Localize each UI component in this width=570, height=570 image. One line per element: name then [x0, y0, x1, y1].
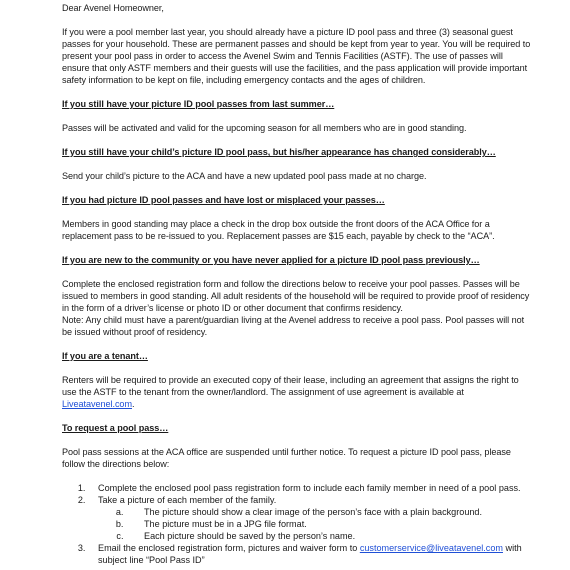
section-body: Complete the enclosed registration form and follow the directions below to receive your pool passes. Passes will be issued to members in good standing. All adult residents of the household will be required to provide proof of residency in the form of a driver’s license or photo ID or other document that confirms residency.: [62, 279, 530, 313]
section-body: Passes will be activated and valid for the upcoming season for all members who are in good standing.: [62, 123, 467, 133]
step-text-end: with subject line “Pool Pass ID”: [98, 543, 522, 565]
section-lost-passes: [62, 194, 532, 242]
liveatavenel-link[interactable]: Liveatavenel.com: [62, 399, 132, 409]
section-body: Members in good standing may place a check in the drop box outside the front doors of the ACA Office for a replacement pass to be re-issued to you. Replacement passes are $15 each, payable by check to the “ACA”.: [62, 219, 495, 241]
step-item: [88, 494, 532, 542]
step-text: Take a picture of each member of the family.: [98, 495, 277, 505]
section-body: Pool pass sessions at the ACA office are suspended until further notice. To request a picture ID pool pass, please follow the directions below:: [62, 447, 511, 469]
section-existing-passes: [62, 98, 532, 134]
sub-step-item: b. The picture must be in a JPG file format.: [126, 518, 532, 530]
step-item: [88, 482, 532, 494]
sub-step-item: a. The picture should show a clear image of the person’s face with a plain background.: [126, 506, 532, 518]
section-new-members: [62, 254, 532, 338]
step-item: [88, 542, 532, 566]
photo-requirements-list: [98, 506, 532, 542]
residency-note: Note: Any child must have a parent/guardian living at the Avenel address to receive a pool pass. Pool passes will not be issued without proof of residency.: [62, 315, 525, 337]
section-heading: If you still have your picture ID pool passes from last summer…: [62, 99, 335, 109]
section-body: [62, 374, 532, 410]
intro-paragraph: If you were a pool member last year, you should already have a picture ID pool pass and three (3) seasonal guest passes for your household. These are permanent passes and should be kept from year to year. You will be required to present your pool pass in order to access the Avenel Swim and Tennis Facilities (ASTF). The use of passes will ensure that only ASTF members and their guests will use the facilities, and the pass application will provide important safety information to be kept on file, including emergency contacts and the ages of children.: [62, 27, 531, 85]
customerservice-email-link[interactable]: customerservice@liveatavenel.com: [359, 543, 503, 553]
sub-step-item: c. Each picture should be saved by the person’s name.: [126, 530, 532, 542]
section-body: Send your child’s picture to the ACA and have a new updated pool pass made at no charge.: [62, 171, 427, 181]
greeting: Dear Avenel Homeowner,: [62, 3, 164, 13]
section-tenants: [62, 350, 532, 410]
section-heading: If you are new to the community or you have never applied for a picture ID pool pass previously…: [62, 255, 480, 265]
section-heading: If you had picture ID pool passes and have lost or misplaced your passes…: [62, 195, 385, 205]
step-text: Email the enclosed registration form, pictures and waiver form to: [98, 543, 360, 553]
tenant-body-text: Renters will be required to provide an executed copy of their lease, including an agreement that assigns the right to use the ASTF to the tenant from the owner/landlord. The assignment of use agreement is available at: [62, 375, 519, 397]
section-heading: To request a pool pass…: [62, 423, 169, 433]
section-heading: If you are a tenant…: [62, 351, 148, 361]
tenant-body-end: .: [131, 399, 135, 409]
section-request-pass: [62, 422, 532, 470]
step-text: Complete the enclosed pool pass registration form to include each family member in need of a pool pass.: [98, 483, 521, 493]
request-steps-list: [62, 482, 532, 566]
section-heading: If you still have your child’s picture ID pool pass, but his/her appearance has changed considerably…: [62, 147, 496, 157]
section-child-appearance: [62, 146, 532, 182]
letter-body: [62, 2, 532, 566]
